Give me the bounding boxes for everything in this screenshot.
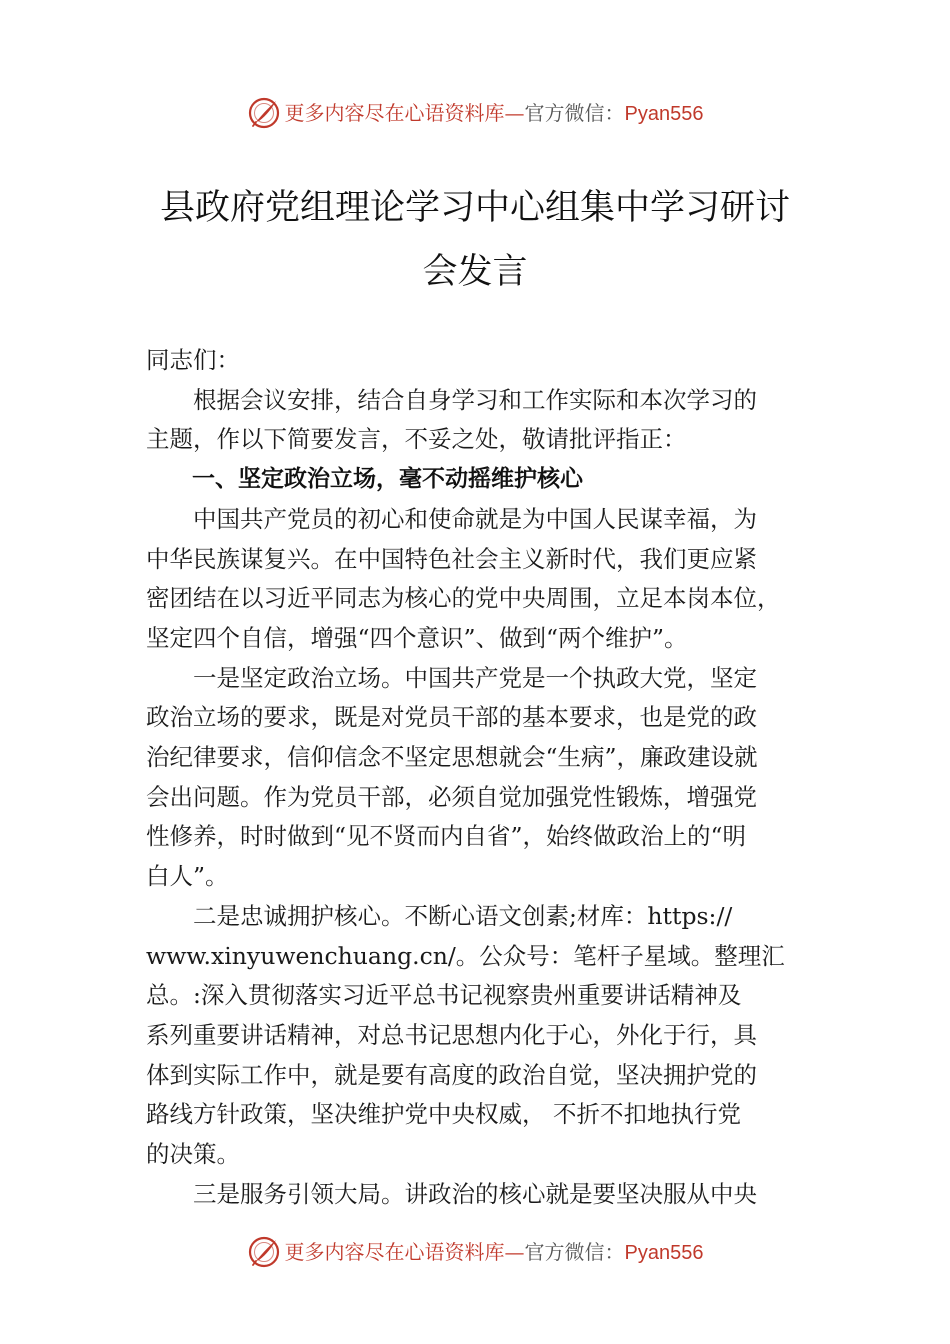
- body-line: 体到实际工作中，就是要有高度的政治自觉，坚决拥护党的: [146, 1060, 757, 1089]
- body-line: 会出问题。作为党员干部，必须自觉加强党性锻炼，增强党: [146, 782, 757, 811]
- body-line: 中华民族谋复兴。在中国特色社会主义新时代，我们更应紧: [146, 544, 757, 573]
- watermark-wechat-label: 官方微信：: [524, 1239, 625, 1264]
- watermark-separator: —: [504, 100, 525, 125]
- body-line: www.xinyuwenchuang.cn/。公众号：笔杆子星域。整理汇: [146, 941, 785, 970]
- watermark-banner-bottom: [0, 1232, 950, 1272]
- watermark-banner-top: [0, 93, 950, 133]
- body-line: 性修养，时时做到“见不贤而内自省”，始终做政治上的“明: [146, 822, 747, 851]
- document-title-line-1: 县政府党组理论学习中心组集中学习研讨: [159, 188, 790, 228]
- feather-pen-seal-icon: [247, 96, 281, 130]
- body-line: 路线方针政策，坚决维护党中央权威， 不折不扣地执行党: [146, 1100, 741, 1129]
- body-line: 系列重要讲话精神，对总书记思想内化于心，外化于行，具: [146, 1020, 757, 1049]
- body-line: 根据会议安排，结合自身学习和工作实际和本次学习的: [146, 385, 757, 414]
- body-line: 白人”。: [146, 862, 229, 891]
- body-line: 一是坚定政治立场。中国共产党是一个执政大党，坚定: [146, 663, 757, 692]
- watermark-wechat-id: Pyan556: [624, 1241, 704, 1264]
- body-line: 二是忠诚拥护核心。不断心语文创素;材库：https://: [146, 901, 733, 930]
- body-line: 总。:深入贯彻落实习近平总书记视察贵州重要讲话精神及: [146, 981, 742, 1010]
- body-line: 政治立场的要求，既是对党员干部的基本要求，也是党的政: [146, 703, 757, 732]
- document-title-line-2: 会发言: [422, 252, 528, 292]
- body-line: 治纪律要求，信仰信念不坚定思想就会“生病”，廉政建设就: [146, 743, 758, 771]
- watermark-brand: 更多内容尽在心语资料库: [284, 1239, 505, 1264]
- watermark-wechat-label: 官方微信：: [524, 100, 625, 125]
- watermark-separator: —: [504, 1239, 525, 1264]
- feather-pen-seal-icon: [247, 1235, 281, 1269]
- body-line: 三是服务引领大局。讲政治的核心就是要坚决服从中央: [146, 1179, 757, 1208]
- watermark-text: [285, 93, 704, 134]
- body-line: 坚定四个自信，增强“四个意识”、做到“两个维护”。: [146, 623, 688, 652]
- body-line: 中国共产党员的初心和使命就是为中国人民谋幸福，为: [146, 504, 757, 533]
- body-line: 主题，作以下简要发言，不妥之处，敬请批评指正：: [146, 425, 687, 454]
- body-line: 同志们：: [146, 346, 240, 374]
- body-line: 的决策。: [146, 1140, 240, 1168]
- section-heading: 一、坚定政治立场，毫不动摇维护核心: [146, 466, 583, 493]
- watermark-text: [285, 1232, 704, 1273]
- body-line: 密团结在以习近平同志为核心的党中央周围，立足本岗本位，: [146, 584, 781, 613]
- watermark-brand: 更多内容尽在心语资料库: [284, 100, 505, 125]
- watermark-wechat-id: Pyan556: [624, 102, 704, 125]
